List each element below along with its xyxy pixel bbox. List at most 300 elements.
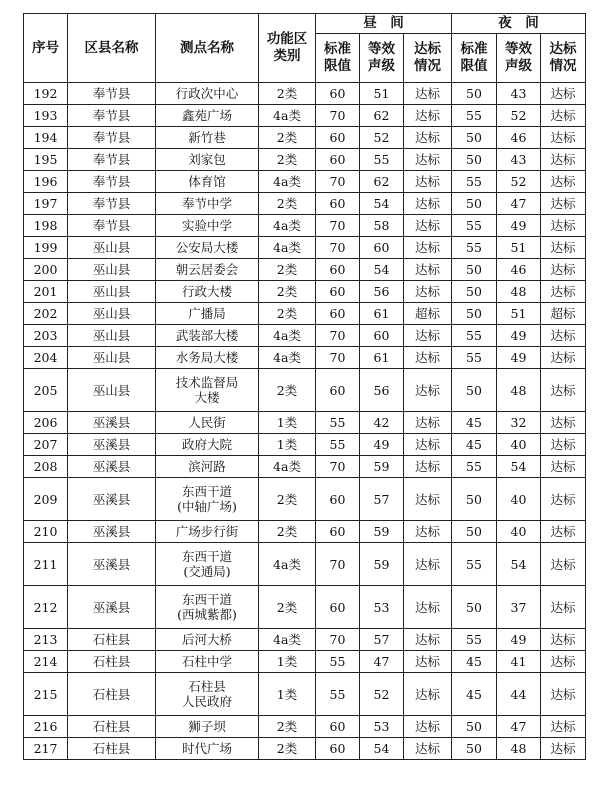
- row-site-line: 东西干道: [181, 549, 232, 564]
- row-seq: 198: [24, 215, 68, 237]
- row-zone: 4a类: [259, 347, 316, 369]
- row-day-std: 70: [316, 171, 360, 193]
- row-day-status: 达标: [404, 193, 452, 215]
- row-day-leq: 49: [360, 434, 404, 456]
- header-day-std: [316, 34, 360, 83]
- row-site-line: 新竹巷: [188, 130, 226, 145]
- row-district: 奉节县: [68, 193, 156, 215]
- row-day-leq: 54: [360, 193, 404, 215]
- header-day-std-line-1: 标准: [324, 41, 351, 57]
- row-district: 石柱县: [68, 738, 156, 760]
- row-district: 巫溪县: [68, 434, 156, 456]
- row-site-line: 政府大院: [181, 437, 232, 452]
- row-seq: 193: [24, 105, 68, 127]
- row-night-leq: 46: [497, 127, 541, 149]
- row-site: [156, 586, 259, 629]
- row-zone: 4a类: [259, 215, 316, 237]
- row-night-status: 达标: [541, 586, 586, 629]
- row-night-status: 达标: [541, 456, 586, 478]
- row-site-line: 后河大桥: [181, 632, 232, 647]
- row-district: 巫山县: [68, 347, 156, 369]
- row-seq: 208: [24, 456, 68, 478]
- row-night-std: 55: [452, 325, 497, 347]
- row-night-leq: 43: [497, 149, 541, 171]
- row-site-line: (中轴广场): [177, 499, 237, 514]
- row-district: 奉节县: [68, 215, 156, 237]
- row-day-leq: 61: [360, 347, 404, 369]
- row-night-leq: 48: [497, 369, 541, 412]
- row-day-std: 55: [316, 673, 360, 716]
- row-site: [156, 716, 259, 738]
- row-site-line: 东西干道: [181, 592, 232, 607]
- row-day-status: 达标: [404, 325, 452, 347]
- row-site-line: 石柱中学: [181, 654, 232, 669]
- row-day-status: 达标: [404, 215, 452, 237]
- row-site-line: 朝云居委会: [175, 262, 239, 277]
- table-row: [24, 325, 586, 347]
- row-night-std: 50: [452, 738, 497, 760]
- row-district: 巫山县: [68, 369, 156, 412]
- row-site-line: (交通局): [183, 564, 231, 579]
- row-night-status: 达标: [541, 738, 586, 760]
- row-seq: 206: [24, 412, 68, 434]
- row-night-leq: 49: [497, 347, 541, 369]
- row-day-std: 60: [316, 369, 360, 412]
- table-row: [24, 434, 586, 456]
- row-zone: 1类: [259, 673, 316, 716]
- row-night-status: 达标: [541, 716, 586, 738]
- row-site-line: 滨河路: [188, 459, 226, 474]
- row-day-leq: 55: [360, 149, 404, 171]
- row-night-std: 50: [452, 586, 497, 629]
- header-day-std-line-2: 限值: [324, 58, 351, 74]
- row-day-std: 70: [316, 456, 360, 478]
- row-day-status: 达标: [404, 651, 452, 673]
- row-day-leq: 42: [360, 412, 404, 434]
- table-row: [24, 543, 586, 586]
- row-day-status: 达标: [404, 478, 452, 521]
- row-site: [156, 281, 259, 303]
- row-day-status: 达标: [404, 738, 452, 760]
- row-zone: 2类: [259, 83, 316, 105]
- row-seq: 204: [24, 347, 68, 369]
- row-night-status: 达标: [541, 237, 586, 259]
- row-site: [156, 215, 259, 237]
- header-zone-line-2: 类别: [273, 48, 301, 64]
- noise-monitoring-table-container: [23, 13, 586, 760]
- row-site-line: 人民政府: [181, 694, 232, 709]
- row-night-leq: 52: [497, 105, 541, 127]
- row-seq: 211: [24, 543, 68, 586]
- header-day-status: [404, 34, 452, 83]
- row-zone: 2类: [259, 127, 316, 149]
- row-seq: 201: [24, 281, 68, 303]
- row-day-status: 达标: [404, 347, 452, 369]
- row-night-leq: 47: [497, 716, 541, 738]
- row-site: [156, 149, 259, 171]
- row-day-leq: 47: [360, 651, 404, 673]
- row-site-line: 大楼: [194, 390, 220, 405]
- row-zone: 4a类: [259, 171, 316, 193]
- row-site: [156, 127, 259, 149]
- row-day-leq: 60: [360, 237, 404, 259]
- row-site-line: 公安局大楼: [175, 240, 239, 255]
- row-zone: 4a类: [259, 629, 316, 651]
- table-row: [24, 369, 586, 412]
- row-site-line: 行政次中心: [175, 86, 239, 101]
- table-row: [24, 412, 586, 434]
- table-row: [24, 193, 586, 215]
- row-zone: 2类: [259, 586, 316, 629]
- row-night-std: 50: [452, 259, 497, 281]
- row-zone: 2类: [259, 259, 316, 281]
- row-zone: 2类: [259, 478, 316, 521]
- row-night-leq: 41: [497, 651, 541, 673]
- row-night-std: 50: [452, 83, 497, 105]
- table-row: [24, 347, 586, 369]
- table-row: [24, 738, 586, 760]
- row-night-status: 达标: [541, 369, 586, 412]
- row-day-status: 达标: [404, 105, 452, 127]
- row-night-leq: 48: [497, 281, 541, 303]
- header-day-status-line-2: 情况: [414, 58, 441, 74]
- row-night-leq: 49: [497, 215, 541, 237]
- header-day-leq-line-1: 等效: [368, 41, 395, 57]
- row-day-std: 70: [316, 629, 360, 651]
- row-district: 奉节县: [68, 149, 156, 171]
- row-night-status: 达标: [541, 673, 586, 716]
- row-district: 奉节县: [68, 171, 156, 193]
- row-night-leq: 43: [497, 83, 541, 105]
- header-night-std: [452, 34, 497, 83]
- row-district: 巫溪县: [68, 586, 156, 629]
- table-row: [24, 259, 586, 281]
- table-row: [24, 456, 586, 478]
- row-day-std: 55: [316, 651, 360, 673]
- row-site-line: 广场步行街: [175, 524, 239, 539]
- row-site-line: 技术监督局: [175, 375, 239, 390]
- row-district: 巫溪县: [68, 521, 156, 543]
- row-day-status: 超标: [404, 303, 452, 325]
- row-day-status: 达标: [404, 281, 452, 303]
- row-night-std: 45: [452, 651, 497, 673]
- table-row: [24, 673, 586, 716]
- row-night-status: 达标: [541, 215, 586, 237]
- row-night-std: 45: [452, 434, 497, 456]
- row-night-leq: 49: [497, 629, 541, 651]
- row-night-std: 55: [452, 347, 497, 369]
- row-site: [156, 456, 259, 478]
- row-day-std: 70: [316, 325, 360, 347]
- row-night-std: 50: [452, 521, 497, 543]
- row-day-std: 60: [316, 478, 360, 521]
- row-district: 巫山县: [68, 325, 156, 347]
- row-seq: 199: [24, 237, 68, 259]
- row-day-leq: 62: [360, 171, 404, 193]
- row-night-std: 55: [452, 629, 497, 651]
- row-seq: 197: [24, 193, 68, 215]
- header-district: 区县名称: [68, 14, 156, 83]
- row-seq: 210: [24, 521, 68, 543]
- row-site: [156, 369, 259, 412]
- header-night-leq: [497, 34, 541, 83]
- row-district: 巫山县: [68, 259, 156, 281]
- row-zone: 2类: [259, 738, 316, 760]
- row-seq: 214: [24, 651, 68, 673]
- row-night-std: 55: [452, 105, 497, 127]
- row-site-line: 水务局大楼: [175, 350, 239, 365]
- row-night-leq: 48: [497, 738, 541, 760]
- row-night-status: 达标: [541, 521, 586, 543]
- row-zone: 4a类: [259, 105, 316, 127]
- row-district: 石柱县: [68, 651, 156, 673]
- header-zone: [259, 14, 316, 83]
- row-night-status: 达标: [541, 347, 586, 369]
- row-district: 石柱县: [68, 716, 156, 738]
- row-night-std: 55: [452, 215, 497, 237]
- row-site: [156, 629, 259, 651]
- row-zone: 4a类: [259, 237, 316, 259]
- table-body: [24, 83, 586, 760]
- row-site: [156, 478, 259, 521]
- row-zone: 4a类: [259, 456, 316, 478]
- row-zone: 1类: [259, 651, 316, 673]
- row-night-std: 50: [452, 303, 497, 325]
- row-site: [156, 521, 259, 543]
- table-row: [24, 303, 586, 325]
- header-day-leq-line-2: 声级: [368, 58, 395, 74]
- row-district: 奉节县: [68, 83, 156, 105]
- table-row: [24, 171, 586, 193]
- row-day-leq: 56: [360, 369, 404, 412]
- header-night-std-line-1: 标准: [460, 41, 488, 57]
- row-seq: 215: [24, 673, 68, 716]
- row-day-status: 达标: [404, 434, 452, 456]
- row-day-leq: 57: [360, 478, 404, 521]
- row-site-line: 奉节中学: [181, 196, 232, 211]
- row-night-status: 达标: [541, 434, 586, 456]
- row-zone: 1类: [259, 412, 316, 434]
- table-row: [24, 105, 586, 127]
- row-day-std: 55: [316, 412, 360, 434]
- row-night-std: 50: [452, 281, 497, 303]
- table-row: [24, 521, 586, 543]
- header-zone-line-1: 功能区: [266, 31, 308, 47]
- row-site: [156, 543, 259, 586]
- row-site-line: 时代广场: [181, 741, 232, 756]
- row-seq: 195: [24, 149, 68, 171]
- row-district: 奉节县: [68, 127, 156, 149]
- row-day-std: 70: [316, 215, 360, 237]
- table-row: [24, 716, 586, 738]
- header-seq: 序号: [24, 14, 68, 83]
- row-day-leq: 59: [360, 456, 404, 478]
- row-zone: 2类: [259, 369, 316, 412]
- row-night-leq: 32: [497, 412, 541, 434]
- row-district: 奉节县: [68, 105, 156, 127]
- row-night-std: 50: [452, 478, 497, 521]
- row-zone: 2类: [259, 716, 316, 738]
- row-day-status: 达标: [404, 673, 452, 716]
- row-district: 巫溪县: [68, 456, 156, 478]
- row-night-leq: 46: [497, 259, 541, 281]
- row-seq: 212: [24, 586, 68, 629]
- row-night-leq: 52: [497, 171, 541, 193]
- row-night-status: 达标: [541, 543, 586, 586]
- row-night-std: 50: [452, 193, 497, 215]
- row-night-std: 55: [452, 171, 497, 193]
- row-night-leq: 49: [497, 325, 541, 347]
- header-day-status-line-1: 达标: [414, 41, 441, 57]
- row-day-leq: 53: [360, 716, 404, 738]
- row-day-leq: 59: [360, 521, 404, 543]
- row-zone: 2类: [259, 193, 316, 215]
- row-site: [156, 325, 259, 347]
- row-night-leq: 51: [497, 303, 541, 325]
- row-zone: 4a类: [259, 325, 316, 347]
- row-site: [156, 105, 259, 127]
- row-night-status: 达标: [541, 629, 586, 651]
- row-day-std: 60: [316, 83, 360, 105]
- row-day-std: 60: [316, 149, 360, 171]
- row-day-leq: 59: [360, 543, 404, 586]
- row-night-status: 达标: [541, 281, 586, 303]
- row-night-status: 达标: [541, 412, 586, 434]
- row-night-status: 达标: [541, 83, 586, 105]
- row-night-status: 达标: [541, 149, 586, 171]
- row-district: 巫溪县: [68, 478, 156, 521]
- row-night-std: 45: [452, 673, 497, 716]
- table-row: [24, 127, 586, 149]
- row-day-leq: 52: [360, 673, 404, 716]
- table-row: [24, 281, 586, 303]
- table-row: [24, 629, 586, 651]
- row-site-line: 刘家包: [188, 152, 226, 167]
- header-night-status-line-2: 情况: [549, 58, 577, 74]
- row-night-status: 达标: [541, 651, 586, 673]
- row-day-leq: 57: [360, 629, 404, 651]
- header-site: 测点名称: [156, 14, 259, 83]
- row-day-std: 60: [316, 127, 360, 149]
- row-day-status: 达标: [404, 543, 452, 586]
- row-night-status: 达标: [541, 259, 586, 281]
- row-site: [156, 303, 259, 325]
- row-day-status: 达标: [404, 456, 452, 478]
- row-site-line: 鑫苑广场: [181, 108, 232, 123]
- row-day-status: 达标: [404, 83, 452, 105]
- row-district: 石柱县: [68, 629, 156, 651]
- table-row: [24, 149, 586, 171]
- row-night-status: 达标: [541, 478, 586, 521]
- row-site-line: 人民街: [188, 415, 226, 430]
- row-site: [156, 171, 259, 193]
- row-site: [156, 651, 259, 673]
- row-seq: 207: [24, 434, 68, 456]
- row-day-std: 60: [316, 259, 360, 281]
- row-site-line: 东西干道: [181, 484, 232, 499]
- row-zone: 2类: [259, 281, 316, 303]
- row-day-status: 达标: [404, 171, 452, 193]
- row-night-leq: 40: [497, 478, 541, 521]
- row-day-std: 70: [316, 543, 360, 586]
- row-day-status: 达标: [404, 259, 452, 281]
- row-night-leq: 51: [497, 237, 541, 259]
- row-day-status: 达标: [404, 412, 452, 434]
- table-row: [24, 83, 586, 105]
- row-site-line: 体育馆: [188, 174, 226, 189]
- row-day-leq: 58: [360, 215, 404, 237]
- row-day-leq: 61: [360, 303, 404, 325]
- row-district: 巫溪县: [68, 412, 156, 434]
- row-site-line: 石柱县: [188, 679, 226, 694]
- row-site-line: (西城紫都): [177, 607, 237, 622]
- row-night-leq: 54: [497, 543, 541, 586]
- row-day-status: 达标: [404, 716, 452, 738]
- row-night-leq: 37: [497, 586, 541, 629]
- row-night-status: 达标: [541, 193, 586, 215]
- header-night-status: [541, 34, 586, 83]
- row-day-std: 60: [316, 586, 360, 629]
- row-site: [156, 412, 259, 434]
- row-night-status: 达标: [541, 325, 586, 347]
- row-day-std: 60: [316, 193, 360, 215]
- row-seq: 194: [24, 127, 68, 149]
- row-district: 巫山县: [68, 237, 156, 259]
- row-night-std: 50: [452, 149, 497, 171]
- row-day-std: 60: [316, 716, 360, 738]
- row-site: [156, 673, 259, 716]
- row-site: [156, 738, 259, 760]
- row-day-leq: 54: [360, 259, 404, 281]
- row-day-std: 70: [316, 105, 360, 127]
- row-day-std: 60: [316, 281, 360, 303]
- header-night-std-line-2: 限值: [460, 58, 488, 74]
- row-site: [156, 237, 259, 259]
- header-night-leq-line-2: 声级: [505, 58, 532, 74]
- row-seq: 202: [24, 303, 68, 325]
- row-day-leq: 54: [360, 738, 404, 760]
- row-district: 石柱县: [68, 673, 156, 716]
- row-night-std: 50: [452, 716, 497, 738]
- row-seq: 216: [24, 716, 68, 738]
- row-day-leq: 53: [360, 586, 404, 629]
- row-site-line: 行政大楼: [181, 284, 232, 299]
- row-zone: 2类: [259, 303, 316, 325]
- row-district: 巫山县: [68, 303, 156, 325]
- row-seq: 209: [24, 478, 68, 521]
- row-night-leq: 44: [497, 673, 541, 716]
- table-row: [24, 237, 586, 259]
- row-site-line: 广播局: [188, 306, 226, 321]
- table-row: [24, 651, 586, 673]
- row-day-status: 达标: [404, 369, 452, 412]
- row-day-leq: 51: [360, 83, 404, 105]
- row-day-leq: 62: [360, 105, 404, 127]
- row-site-line: 狮子坝: [188, 719, 226, 734]
- row-day-status: 达标: [404, 586, 452, 629]
- header-day: 昼 间: [316, 14, 452, 34]
- row-day-leq: 56: [360, 281, 404, 303]
- header-night-leq-line-1: 等效: [505, 41, 532, 57]
- row-night-status: 达标: [541, 127, 586, 149]
- row-night-std: 45: [452, 412, 497, 434]
- row-district: 巫溪县: [68, 543, 156, 586]
- row-zone: 2类: [259, 521, 316, 543]
- row-zone: 2类: [259, 149, 316, 171]
- row-night-leq: 40: [497, 434, 541, 456]
- row-site: [156, 347, 259, 369]
- row-night-leq: 40: [497, 521, 541, 543]
